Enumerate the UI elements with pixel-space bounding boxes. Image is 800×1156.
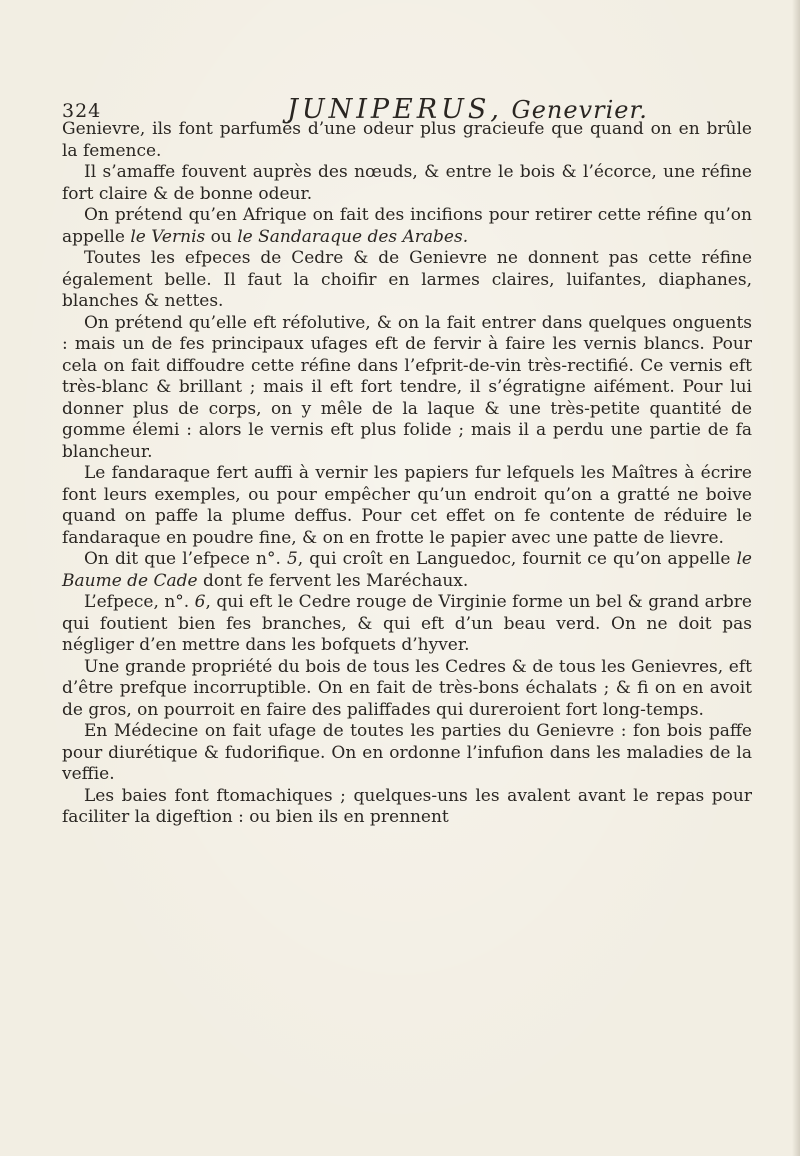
- italic-text: 5: [286, 549, 298, 569]
- paragraph-text: Les baies font ftomachiques ; quelques-uns les avalent avant le repas pour faciliter la digeftion : ou bien ils en prennent: [62, 785, 752, 827]
- paragraph: [62, 592, 752, 657]
- paragraph-text: On dit que l’efpece n°.: [84, 549, 287, 569]
- paragraph-text: Il s’amaffe fouvent auprès des nœuds, & entre le bois & l’écorce, une réfine fort claire & de bonne odeur.: [62, 162, 752, 204]
- italic-text: 6: [194, 592, 206, 612]
- italic-text: le Baume de Cade: [62, 549, 752, 591]
- paragraph: [62, 721, 752, 786]
- paragraph: [62, 313, 752, 464]
- paragraph: [62, 657, 752, 722]
- title-separator: ,: [490, 94, 499, 125]
- italic-text: le Vernis: [130, 226, 206, 247]
- paragraph-text: dont fe fervent les Maréchaux.: [197, 570, 469, 591]
- paragraph-text: Une grande propriété du bois de tous les Cedres & de tous les Genievres, eft d’être prefque incorruptible. On en fait de très-bons échalats ; & fi on en avoit de gros, on pourroit en faire des paliffades qui dureroient fort long-temps.: [62, 656, 752, 720]
- paragraph: [62, 549, 752, 592]
- italic-text: le Sandaraque des Arabes.: [237, 226, 469, 247]
- page-number: 324: [62, 100, 102, 122]
- vernacular-name: Genevrier.: [511, 96, 648, 124]
- paragraph-text: ou: [205, 226, 238, 247]
- paragraph-text: , qui croît en Languedoc, fournit ce qu’on appelle: [297, 549, 737, 569]
- paragraph-text: Toutes les efpeces de Cedre & de Genievre ne donnent pas cette réfine également belle. Il faut la choifir en larmes claires, luifantes, diaphanes, blanches & nettes.: [62, 248, 752, 311]
- paragraph-text: L’efpece, n°.: [84, 592, 195, 612]
- paragraph: [62, 205, 752, 248]
- paragraph: [62, 786, 752, 829]
- latin-genus-name: JUNIPERUS: [287, 94, 491, 125]
- paragraph: [62, 463, 752, 549]
- paragraph-text: En Médecine on fait ufage de toutes les parties du Genievre : fon bois paffe pour diurétique & fudorifique. On en ordonne l’infufion dans les maladies de la veffie.: [62, 721, 752, 784]
- paragraph-text: Genievre, ils font parfumés d’une odeur plus gracieufe que quand on en brûle la femence.: [62, 119, 752, 161]
- page-edge-shadow: [792, 0, 800, 1156]
- paragraph-text: On prétend qu’en Afrique on fait des incifions pour retirer cette réfine qu’on appelle: [62, 205, 752, 247]
- paragraph: [62, 119, 752, 162]
- paragraph: [62, 248, 752, 313]
- body-text: [62, 119, 752, 829]
- paragraph: [62, 162, 752, 205]
- paragraph-text: , qui eft le Cedre rouge de Virginie forme un bel & grand arbre qui foutient bien fes branches, & qui eft d’un beau verd. On ne doit pas négliger d’en mettre dans les bofquets d’hyver.: [62, 592, 752, 655]
- paragraph-text: Le fandaraque fert auffi à vernir les papiers fur lefquels les Maîtres à écrire font leurs exemples, ou pour empêcher qu’un endroit qu’on a gratté ne boive quand on paffe la plume deffus. Pour cet effet on fe contente de réduire le fandaraque en poudre fine, & on en frotte le papier avec une patte de lievre.: [62, 463, 752, 548]
- paragraph-text: On prétend qu’elle eft réfolutive, & on la fait entrer dans quelques onguents : mais un de fes principaux ufages eft de fervir à faire les vernis blancs. Pour cela on fait diffoudre cette réfine dans l’efprit-de-vin très-rectifié. Ce vernis eft très-blanc & brillant ; mais il eft fort tendre, il s’égratigne aifément. Pour lui donner plus de corps, on y mêle de la laque & une très-petite quantité de gomme élemi : alors le vernis eft plus folide ; mais il a perdu une partie de fa blancheur.: [62, 312, 752, 462]
